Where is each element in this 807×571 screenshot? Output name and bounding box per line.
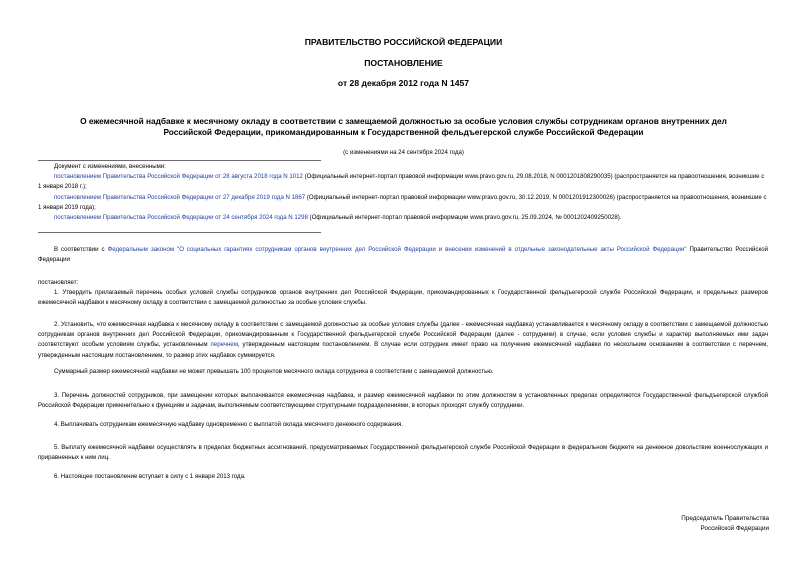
amendment-tail-2: (Официальный интернет-портал правовой информации www.pravo.gov.ru, 30.12.2019, N 0001201912300026) (распространяется на правоотношения, возникшие с 1 января 2019 года); bbox=[38, 193, 767, 211]
paragraph-6: 6. Настоящее постановление вступает в силу с 1 января 2013 года. bbox=[54, 473, 246, 480]
amendment-link-1[interactable]: постановлением Правительства Российской Федерации от 28 августа 2018 года N 1012 bbox=[54, 173, 303, 181]
amendment-tail-1: (Официальный интернет-портал правовой информации www.pravo.gov.ru, 29.08.2018, N 0001201808290035) (распространяется на правоотношения, возникшие с 1 января 2018 г.); bbox=[38, 173, 765, 191]
amendment-link-3[interactable]: постановлением Правительства Российской Федерации от 24 сентября 2024 года N 1298 bbox=[54, 214, 308, 222]
signature-block bbox=[681, 514, 769, 534]
amendment-item bbox=[38, 213, 768, 223]
amendments-block bbox=[38, 162, 768, 223]
paragraph-5: 5. Выплату ежемесячной надбавки осуществлять в пределах бюджетных ассигнований, предусматриваемых Государственной фельдъегерской службе Российской Федерации в федеральном бюджете на денежное довольствие военнослужащих и приравненных к ним лиц. bbox=[38, 444, 768, 462]
amendments-bottom-rule bbox=[38, 232, 321, 233]
amendments-intro: Документ с изменениями, внесенными: bbox=[54, 163, 166, 170]
amended-note: (с изменениями на 24 сентября 2024 года) bbox=[343, 149, 464, 156]
doc-title-line-1: О ежемесячной надбавке к месячному окладу в соответствии с замещаемой должностью за особые условия службы сотрудникам органов внутренних дел bbox=[80, 116, 727, 126]
signature-line-2: Российской Федерации bbox=[700, 525, 769, 532]
preamble-before: В соответствии с bbox=[54, 246, 108, 253]
header-org: ПРАВИТЕЛЬСТВО РОССИЙСКОЙ ФЕДЕРАЦИИ bbox=[304, 37, 503, 47]
paragraph-1: 1. Утвердить прилагаемый перечень особых условий службы сотрудников органов внутренних дел Российской Федерации, прикомандированных к Государственной фельдъегерской службе Российской Федерации, и предельных размеров ежемесячной надбавки к месячному окладу в соответствии с замещаемой должностью за особые условия службы. bbox=[38, 289, 768, 307]
paragraph-4: 4. Выплачивать сотрудникам ежемесячную надбавку одновременно с выплатой оклада месячного денежного содержания. bbox=[54, 421, 403, 428]
doc-title-line-2: Российской Федерации, прикомандированным к Государственной фельдъегерской службе Российской Федерации bbox=[163, 127, 644, 137]
paragraph-2-before: 2. Установить, что ежемесячная надбавка к месячному окладу в соответствии с замещаемой должностью за особые условия службы (далее - ежемесячная надбавка) устанавливается к месячному окладу в соответствии с замещаемой должностью сотрудникам органов внутренних дел Российской Федерации, прикомандированным к Государственной фельдъегерской службе Российской Федерации (далее - сотрудники) в случае, если условия службы и характер выполняемых ими задач соответствуют особым условиям службы, установленным bbox=[38, 321, 768, 349]
amendment-item bbox=[38, 172, 768, 192]
amendment-tail-3: (Официальный интернет-портал правовой информации www.pravo.gov.ru, 25.09.2024, № 0001202409250028). bbox=[307, 214, 622, 222]
paragraph-2-after: , утвержденным настоящим постановлением. В случае если сотрудник имеет право на получение ежемесячной надбавки по нескольким основаниям в соответствии с перечнем, утвержденным настоящим постановлением, то размер этих надбавок суммируется. bbox=[38, 341, 768, 359]
amendment-link-2[interactable]: постановлением Правительства Российской Федерации от 27 декабря 2019 года N 1867 bbox=[54, 193, 306, 201]
resolves-text: постановляет: bbox=[38, 279, 79, 286]
preamble-after: Правительство Российской Федерации bbox=[38, 246, 768, 264]
preamble-paragraph bbox=[38, 245, 768, 265]
paragraph-3: 3. Перечень должностей сотрудников, при замещении которых выплачивается ежемесячная надбавка, и размер ежемесячной надбавки по этим должностям в установленных пределах определяются Государственной фельдъегерской службой Российской Федерации применительно к функциям и задачам, выполняемым соответствующими структурными подразделениями, в которых проходят службу сотрудники. bbox=[38, 392, 768, 410]
paragraph-total-limit: Суммарный размер ежемесячной надбавки не может превышать 100 процентов месячного оклада сотрудника в соответствии с замещаемой должностью. bbox=[54, 368, 494, 375]
header-date-number: от 28 декабря 2012 года N 1457 bbox=[337, 78, 470, 88]
amendments-top-rule bbox=[38, 160, 321, 161]
paragraph-2 bbox=[38, 320, 768, 361]
signature-line-1: Председатель Правительства bbox=[681, 515, 769, 522]
federal-law-link[interactable]: Федеральным законом "О социальных гарантиях сотрудникам органов внутренних дел Российской Федерации и внесении изменений в отдельные законодательные акты Российской Федерации" bbox=[107, 246, 687, 253]
amendment-item bbox=[38, 193, 768, 213]
list-link[interactable]: перечнем bbox=[210, 341, 238, 349]
header-doc-type: ПОСТАНОВЛЕНИЕ bbox=[364, 58, 443, 68]
